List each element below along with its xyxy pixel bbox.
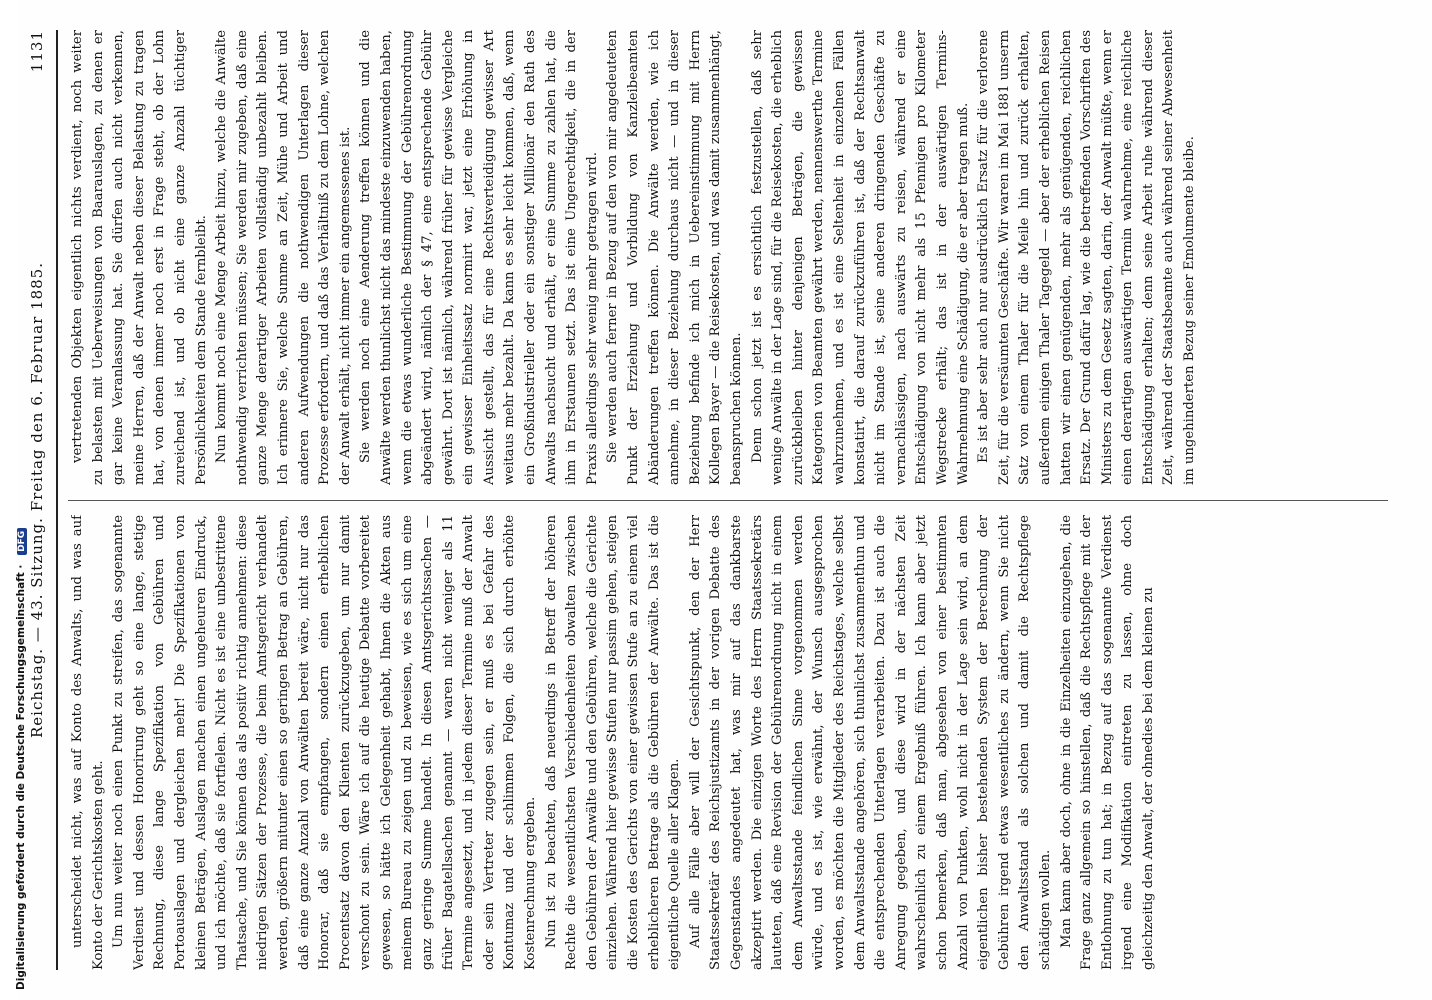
paragraph: Nun kommt noch eine Menge Arbeit hinzu, welche die Anwälte nothwendig verrichten müssen; Sie werden mir zugeben, daß eine ganze Menge derartiger Arbeiten vollständig unbezahlt bleiben. Ich erinnere Sie, welche Summe an Zeit, Mühe und Arbeit und anderen Aufwendungen die nothwendigen Unterlagen dieser Prozesse erfordern, und daß das Verhältniß zu dem Lohne, welchen der Anwalt erhält, nicht immer ein angemessenes ist. <box>214 30 353 485</box>
page-number: 1131 <box>28 30 46 73</box>
paragraph: Nun ist zu beachten, daß neuerdings in Betreff der höheren Rechte die wesentlichsten Verschiedenheiten obwalten zwischen den Gebühren der Anwälte und den Gebühren, welche die Gerichte einziehen. Während hier gewisse Stufen nur passim gehen, steigen die Kosten des Gerichts von einer gewissen Stufe an zu einem viel erheblicheren Betrage als die Gebühren der Anwälte. Das ist die eigentliche Quelle aller Klagen. <box>543 515 683 970</box>
paragraph: Sie werden auch ferner in Bezug auf den von mir angedeuteten Punkt der Erziehung und Vorbildung von Kanzleibeamten Abänderungen treffen können. Die Anwälte werden, wie ich annehme, in dieser Beziehung durchaus nicht — und in dieser Beziehung befinde ich mich in Uebereinstimmung mit Herrn Kollegen Bayer — die Reisekosten, und was damit zusammenhängt, beanspruchen können. <box>605 30 744 485</box>
paragraph: unterscheidet nicht, was auf Konto des Anwalts, und was auf Konto der Gerichtskosten geht. <box>70 515 106 970</box>
paragraph: Es ist aber sehr auch nur ausdrücklich Ersatz für die verlorene Zeit, für die versäumten Geschäfte. Wir waren im Mai 1881 unserm Satz von einem Thaler für die Meile hin und zurück erhalten, außerdem einigen Thaler Tagegeld — aber der erheblichen Reisen hatten wir einen genügenden, mehr als genügenden, reichlichen Ersatz. Der Grund dafür lag, wie die betreffenden Vorschriften des Ministers zu dem Gesetz sagten, darin, der Anwalt müßte, wenn er einen derartigen auswärtigen Termin wahrnehme, eine reichliche Entschädigung erhalten; denn seine Arbeit ruhe während dieser Zeit, während der Staatsbeamte auch während seiner Abwesenheit im ungehinderten Bezug seiner Emolumente bleibe. <box>976 30 1198 485</box>
left-column <box>68 515 1393 970</box>
credit-text: Digitalisierung gefördert durch die Deutsche Forschungsgemeinschaft · <box>15 564 27 990</box>
running-header <box>28 30 54 970</box>
document-page <box>20 0 1410 1000</box>
credit-strip <box>0 0 27 1000</box>
paragraph: Denn schon jetzt ist es ersichtlich festzustellen, daß sehr wenige Anwälte in der Lage sind, für die Reisekosten, die erheblich zurückbleiben hinter denjenigen Beträgen, die gewissen Kategorien von Beamten gewährt werden, nennenswerthe Termine wahrzunehmen, und es ist eine Seltenheit in einzelnen Fällen konstatirt, die darauf zurückzuführen ist, daß der Rechtsanwalt nicht im Stande ist, seine anderen dringenden Geschäfte zu vernachlässigen, nach auswärts zu reisen, während er eine Entschädigung von nicht mehr als 15 Pfennigen pro Kilometer Wegstrecke erhält; das ist in der auswärtigen Termins-Wahrnehmung eine Schädigung, die er aber tragen muß. <box>749 30 971 485</box>
credit-line <box>1 10 27 990</box>
right-column <box>68 30 1393 485</box>
column-divider <box>68 500 1388 501</box>
credit-text-wrapper <box>15 530 27 990</box>
paragraph: Um nun weiter noch einen Punkt zu streifen, das sogenannte Verdienst und dessen Honorirung geht so eine lange, stetige Rechnung, diese lange Spezifikation von Gebühren und Portoauslagen und dergleichen mehr! Die Spezifikationen von kleinen Beträgen, Auslagen machen einen ungeheuren Eindruck, und ich möchte, daß sie fortfielen. Nicht es ist eine unbestrittene Thatsache, und Sie können das als positiv richtig annehmen: diese niedrigen Sätzen der Prozesse, die beim Amtsgericht verhandelt werden, größern mitunter einen so geringen Betrag an Gebühren, daß eine ganze Anzahl von Anwälten bereit wäre, nicht nur das Honorar, daß sie empfangen, sondern einen erheblichen Procentsatz davon den Klienten zurückzugeben, um nur damit verschont zu sein. Wäre ich auf die heutige Debatte vorbereitet gewesen, so hätte ich Gelegenheit gehabt, Ihnen die Akten aus meinem Bureau zu zeigen und zu beweisen, wie es sich um eine ganz geringe Summe handelt. In diesen Amtsgerichtssachen — früher Bagatellsachen genannt — waren nicht weniger als 11 Termine angesetzt, und in jedem dieser Termine muß der Anwalt oder sein Vertreter zugegen sein, er muß es bei Gefahr des Kontumaz und der schlimmen Folgen, die sich durch erhöhte Kostenrechnung ergeben. <box>111 515 539 970</box>
paragraph: Man kann aber doch, ohne in die Einzelheiten einzugehen, die Frage ganz allgemein so hinstellen, daß die Rechtspflege mit der Entlohnung zu tun hat; in Bezug auf das sogenannte Verdienst irgend eine Modifikation eintreten zu lassen, ohne doch gleichzeitig den Anwalt, der ohnedies bei dem kleinen zu <box>1058 515 1156 970</box>
running-title: Reichstag. — 43. Sitzung. Freitag den 6. Februar 1885. <box>28 262 46 738</box>
paragraph: vertretenden Objekten eigentlich nichts verdient, noch weiter zu belasten mit Ueberweisungen von Baarauslagen, zu denen er gar keine Veranlassung hat. Sie dürfen auch nicht verkennen, meine Herren, daß der Anwalt neben dieser Belastung zu tragen hat, von denen immer noch erst in Frage steht, ob der Lohn zureichend ist, und ob nicht eine ganze Anzahl tüchtiger Persönlichkeiten dem Stande fernbleibt. <box>70 30 209 485</box>
paragraph: Sie werden noch eine Aenderung treffen können und die Anwälte werden thunlichst nicht das mindeste einzuwenden haben, wenn die etwas wunderliche Bestimmung der Gebührenordnung abgeändert wird, nämlich der § 47, eine entsprechende Gebühr gewährt. Dort ist nämlich, während früher für gewisse Vergleiche ein gewisser Einheitssatz normirt war, jetzt eine Erhöhung in Aussicht gestellt, das für eine Rechtsverteidigung gewisser Art weitaus mehr bezahlt. Da kann es sehr leicht kommen, daß, wenn ein Großindustrieller oder ein sonstiger Millionär den Rath des Anwalts nachsucht und erhält, er eine Summe zu zahlen hat, die ihm in Erstaunen setzt. Das ist eine Ungerechtigkeit, die in der Praxis allerdings sehr wenig mehr getragen wird. <box>358 30 600 485</box>
header-rule <box>56 30 58 970</box>
dfg-logo-icon: DFG <box>17 528 27 555</box>
paragraph: Auf alle Fälle aber will der Gesichtspunkt, den der Herr Staatssekretär des Reichsjustizamts in der vorigen Debatte des Gegenstandes angedeutet hat, was mir auf das dankbarste akzeptirt werden. Die einzigen Worte des Herrn Staatssekretärs lauteten, daß eine Revision der Gebührenordnung nicht in einem dem Anwaltsstande feindlichen Sinne vorgenommen werden würde, und es ist, wie erwähnt, der Wunsch ausgesprochen worden, es möchten die Mitglieder des Reichstages, welche selbst dem Anwaltsstande angehören, sich thunlichst zusammenthun und die entsprechenden Unterlagen verarbeiten. Dazu ist auch die Anregung gegeben, und diese wird in der nächsten Zeit wahrscheinlich zu einem Ergebniß führen. Ich kann aber jetzt schon bemerken, daß man, abgesehen von einer bestimmten Anzahl von Punkten, wohl nicht in der Lage sein wird, an dem eigentlichen bisher bestehenden System der Berechnung der Gebühren irgend etwas wesentliches zu ändern, wenn Sie nicht den Anwaltsstand als solchen und damit die Rechtspflege schädigen wollen. <box>687 515 1053 970</box>
